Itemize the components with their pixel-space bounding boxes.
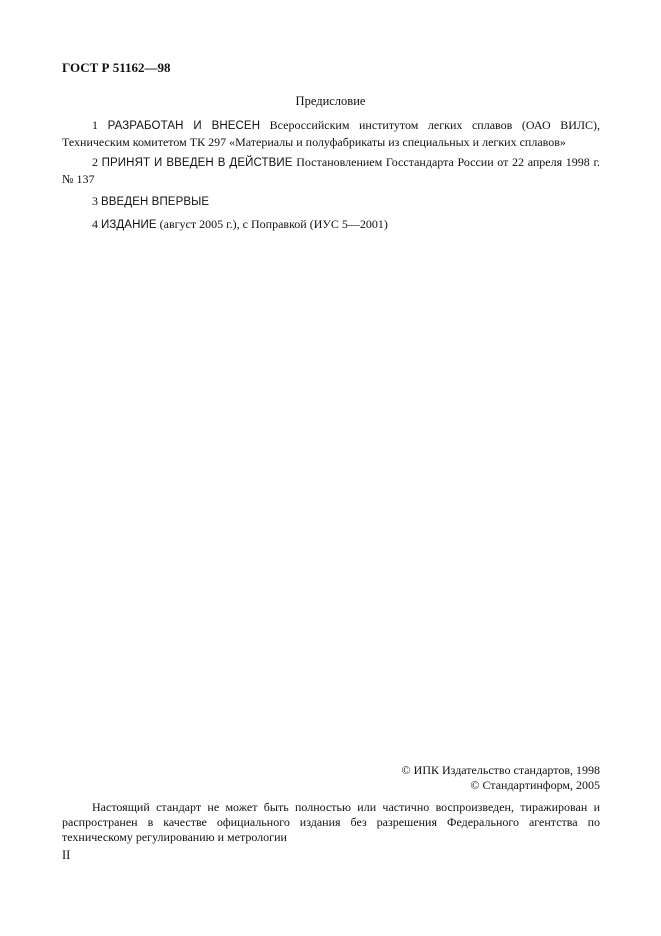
copyright-block xyxy=(402,763,600,793)
foreword-title: Предисловие xyxy=(295,94,366,108)
item-number: 4 xyxy=(92,217,98,231)
item-number: 1 xyxy=(92,118,98,132)
item-text: Всероссийским институтом легких сплавов (ОАО ВИЛС), Техническим комитетом ТК 297 «Материалы и полуфабрикаты из специальных и легких сплавов» xyxy=(62,118,601,149)
item-caps-heading: ВВЕДЕН ВПЕРВЫЕ xyxy=(101,196,210,208)
item-text: Постановлением Госстандарта России от 22 апреля 1998 г. № 137 xyxy=(62,155,601,186)
item-caps-heading: ПРИНЯТ И ВВЕДЕН В ДЕЙСТВИЕ xyxy=(101,157,293,169)
item-caps-heading: РАЗРАБОТАН И ВНЕСЕН xyxy=(107,120,261,132)
foreword-item-4 xyxy=(62,216,600,233)
item-text: (август 2005 г.), с Поправкой (ИУС 5—2001) xyxy=(159,217,388,231)
foreword-item-1 xyxy=(62,117,600,150)
foreword-item-3 xyxy=(62,193,600,210)
foreword-item-2 xyxy=(62,154,600,187)
item-number: 3 xyxy=(92,194,98,208)
document-id-header: ГОСТ Р 51162—98 xyxy=(62,60,171,75)
reproduction-notice xyxy=(62,800,600,845)
item-number: 2 xyxy=(92,155,98,169)
copyright-line: © Стандартинформ, 2005 xyxy=(470,778,600,792)
copyright-line: © ИПК Издательство стандартов, 1998 xyxy=(401,763,600,777)
notice-text: Настоящий стандарт не может быть полностью или частично воспроизведен, тиражирован и распространен в качестве официального издания без разрешения Федерального агентства по техническому регулированию и метрологии xyxy=(62,800,600,844)
item-caps-heading: ИЗДАНИЕ xyxy=(101,219,157,231)
page-number: II xyxy=(62,848,71,862)
